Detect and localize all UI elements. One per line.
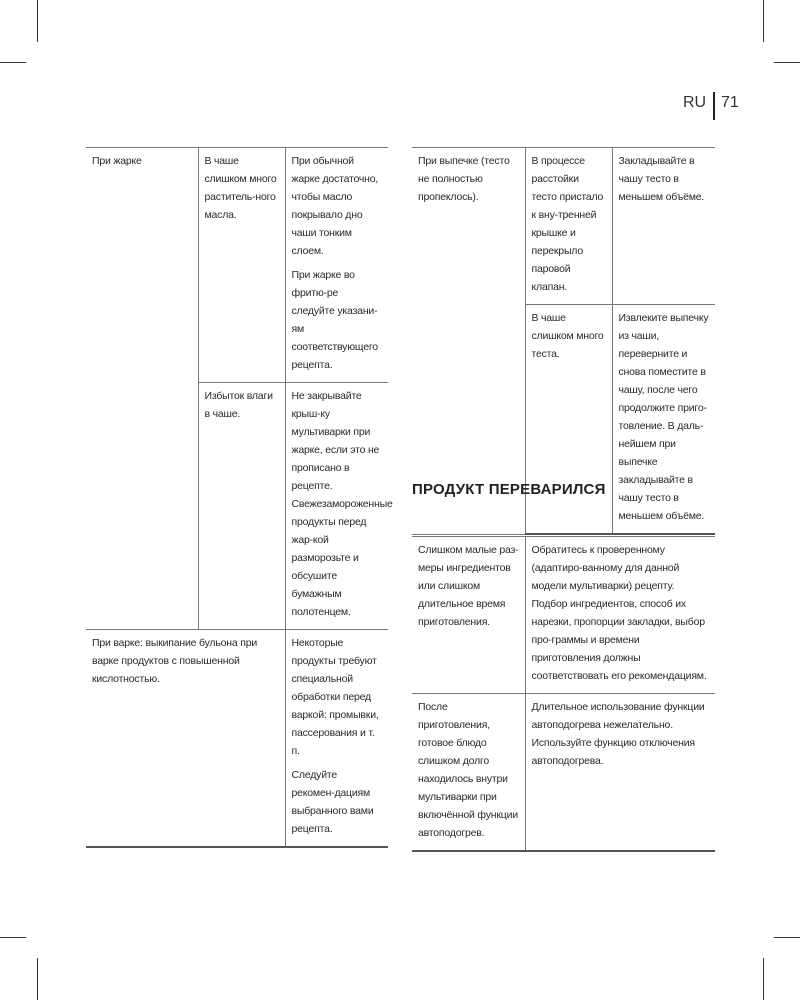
- problem-text: При варке: выкипание бульона при варке продуктов с повышенной кислотностью.: [92, 637, 258, 685]
- table-row: [86, 148, 388, 383]
- crop-mark: [774, 62, 800, 63]
- table-row: [412, 694, 715, 852]
- table-row: [86, 630, 388, 848]
- solution-cell: [525, 694, 715, 852]
- problem-text: При выпечке (тесто не полностью пропеклось).: [418, 155, 510, 203]
- cause-cell: [198, 148, 285, 383]
- solution-text: Закладывайте в чашу тесто в меньшем объёме.: [618, 155, 705, 203]
- solution-text: Не закрывайте крыш-ку мультиварки при жарке, если это не прописано в рецепте. Свежезамороженные продукты перед жар-кой разморозьте и обсушите бумажным полотенцем.: [291, 390, 393, 618]
- crop-mark: [0, 62, 26, 63]
- cause-text: Избыток влаги в чаше.: [204, 390, 273, 420]
- cause-cell: [412, 694, 525, 852]
- crop-mark: [774, 937, 800, 938]
- cause-text: В процессе расстойки тесто пристало к вну-тренней крышке и перекрыло паровой клапан.: [531, 155, 604, 293]
- cause-cell: [412, 537, 525, 694]
- cause-text: После приготовления, готовое блюдо слишком долго находилось внутри мультиварки при включённой функции автоподогрев.: [418, 701, 518, 839]
- solution-text: Обратитесь к проверенному (адаптиро-ванному для данной модели мультиварки) рецепту. Подбор ингредиентов, способ их нарезки, пропорции закладки, выбор про-граммы и времени приготовления должны соответствовать его рекомендациям.: [531, 544, 707, 682]
- solution-cell: [285, 383, 393, 630]
- solution-text: При жарке во фритю-ре следуйте указани-ям соответствующего рецепта.: [291, 269, 378, 371]
- language-label: RU: [683, 94, 707, 111]
- crop-mark: [37, 958, 38, 1000]
- problem-text: При жарке: [92, 155, 142, 167]
- problem-cell: [86, 630, 285, 848]
- cause-text: В чаше слишком много раститель-ного масла.: [204, 155, 277, 221]
- crop-mark: [37, 0, 38, 42]
- cause-text: В чаше слишком много теста.: [531, 312, 604, 360]
- page-number: 71: [721, 94, 739, 111]
- page-header: [0, 92, 800, 122]
- solution-text: Следуйте рекомен-дациям выбранного вами рецепта.: [291, 769, 374, 835]
- crop-mark: [0, 937, 26, 938]
- solution-text: Длительное использование функции автоподогрева нежелательно. Используйте функцию отключения автоподогрева.: [531, 701, 705, 767]
- table-row: [412, 148, 715, 305]
- section-heading: ПРОДУКТ ПЕРЕВАРИЛСЯ: [412, 481, 606, 498]
- solution-cell: [612, 148, 715, 305]
- problem-cell: [86, 148, 198, 630]
- problem-cell: [412, 148, 525, 535]
- cause-cell: [198, 383, 285, 630]
- cause-cell: [525, 305, 612, 535]
- crop-mark: [763, 958, 764, 1000]
- cause-text: Слишком малые раз-меры ингредиентов или слишком длительное время приготовления.: [418, 544, 519, 628]
- solution-text: Извлеките выпечку из чаши, переверните и снова поместите в чашу, после чего продолжите приго-товление. В даль-нейшем при выпечке закладывайте в чашу тесто в меньшем объёме.: [618, 312, 709, 522]
- table-row: [412, 537, 715, 694]
- solution-cell: [285, 148, 388, 383]
- solution-cell: [612, 305, 715, 535]
- solution-text: При обычной жарке достаточно, чтобы масло покрывало дно чаши тонким слоем.: [291, 155, 379, 257]
- crop-mark: [763, 0, 764, 42]
- solution-text: Некоторые продукты требуют специальной обработки перед варкой: промывки, пассерования и т. п.: [291, 637, 379, 757]
- frying-boiling-table: [86, 147, 393, 848]
- baking-table: [412, 147, 715, 535]
- solution-cell: [525, 537, 715, 694]
- cause-cell: [525, 148, 612, 305]
- header-divider: [713, 92, 715, 120]
- overcooked-table: [412, 536, 715, 852]
- solution-cell: [285, 630, 388, 848]
